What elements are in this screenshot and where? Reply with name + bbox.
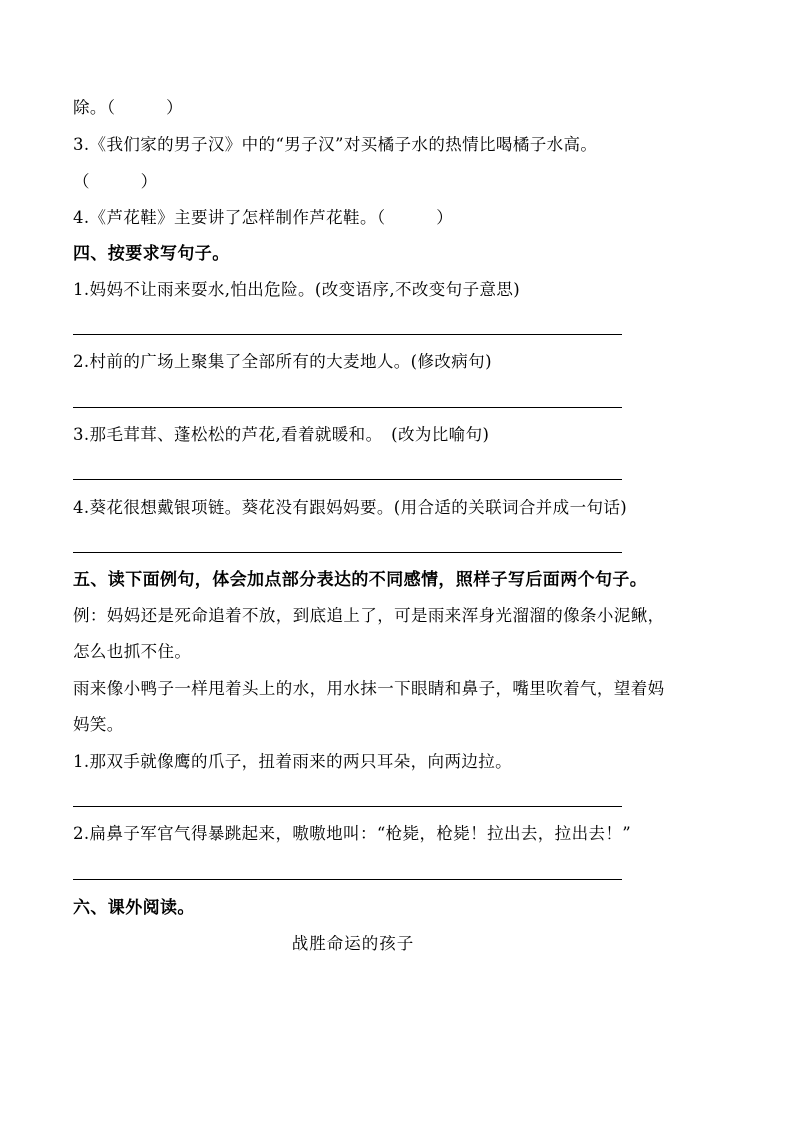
section-4-question-1: 1.妈妈不让雨来耍水,怕出危险。(改变语序,不改变句子意思) (73, 280, 521, 299)
judgment-question-3-bracket: （ ） (73, 172, 158, 191)
section-4-heading: 四、按要求写句子。 (73, 244, 230, 264)
section-4-question-3: 3.那毛茸茸、蓬松松的芦花,看着就暖和。 (改为比喻句) (73, 425, 490, 444)
section-5-question-2: 2.扁鼻子军官气得暴跳起来，嗷嗷地叫：“枪毙，枪毙！拉出去，拉出去！” (73, 824, 632, 843)
section-4-question-2: 2.村前的广场上聚集了全部所有的大麦地人。(修改病句) (73, 352, 492, 371)
answer-line-4-4[interactable] (73, 552, 622, 553)
judgment-question-4: 4.《芦花鞋》主要讲了怎样制作芦花鞋。（ ） (73, 208, 454, 227)
reading-passage-title: 战胜命运的孩子 (291, 934, 415, 953)
section-5-heading: 五、读下面例句，体会加点部分表达的不同感情，照样子写后面两个句子。 (73, 570, 648, 590)
section-6-heading: 六、课外阅读。 (73, 898, 195, 918)
section-4-question-4: 4.葵花很想戴银项链。葵花没有跟妈妈要。(用合适的关联词合并成一句话) (73, 498, 628, 517)
answer-line-5-1[interactable] (73, 806, 622, 807)
answer-line-4-3[interactable] (73, 479, 622, 480)
question-tail-text: 除。（ ） (73, 98, 184, 117)
answer-line-4-1[interactable] (73, 334, 622, 335)
example-sentence-1-line-1: 例：妈妈还是死命追着不放，到底追上了，可是雨来浑身光溜溜的像条小泥鳅， (73, 606, 665, 625)
example-sentence-2-line-2: 妈笑。 (73, 715, 124, 734)
section-5-question-1: 1.那双手就像鹰的爪子，扭着雨来的两只耳朵，向两边拉。 (73, 752, 513, 771)
judgment-question-3: 3.《我们家的男子汉》中的“男子汉”对买橘子水的热情比喝橘子水高。 (73, 135, 598, 154)
answer-line-4-2[interactable] (73, 407, 622, 408)
example-sentence-2-line-1: 雨来像小鸭子一样甩着头上的水，用水抹一下眼睛和鼻子，嘴里吹着气，望着妈 (73, 679, 665, 698)
example-sentence-1-line-2: 怎么也抓不住。 (73, 642, 192, 661)
answer-line-5-2[interactable] (73, 879, 622, 880)
